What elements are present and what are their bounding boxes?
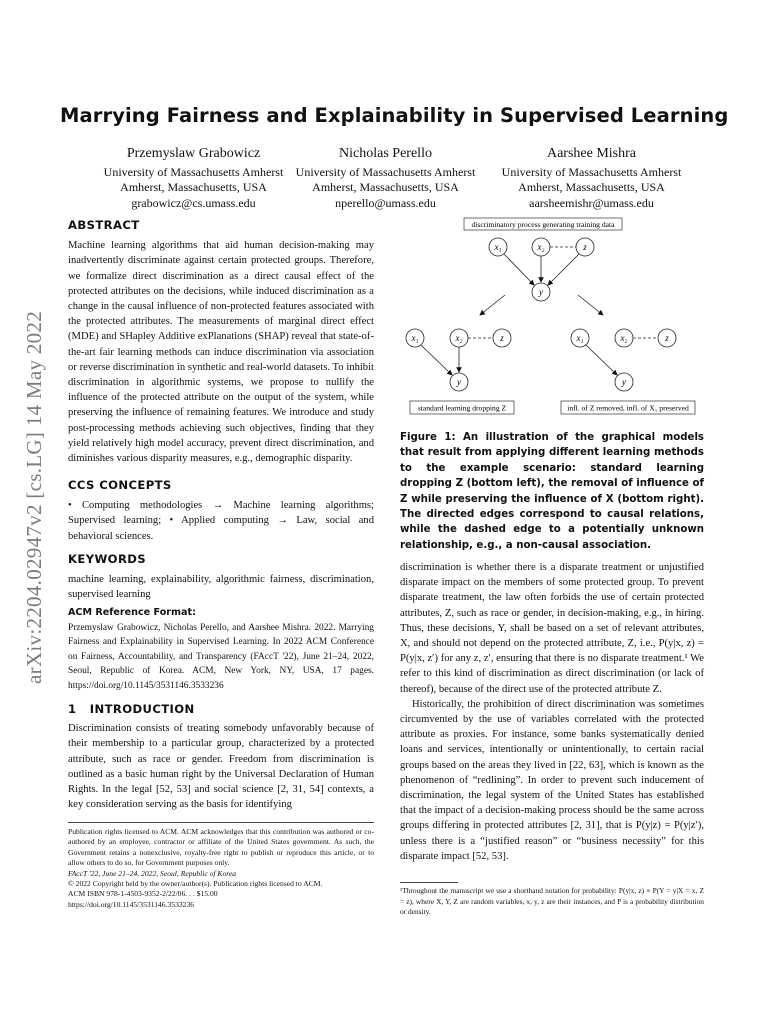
right-model-label: infl. of Z removed, infl. of X₁ preserved bbox=[567, 403, 689, 413]
doi-line: https://doi.org/10.1145/3531146.3533236 bbox=[68, 899, 195, 909]
author-affiliation: University of Massachusetts Amherst bbox=[295, 164, 476, 179]
node-z-label: z bbox=[583, 242, 587, 252]
figure-1-diagram bbox=[400, 212, 704, 422]
introduction-text: Discrimination consists of treating somebody unfavorably because of their membership to a particular group, characterized by a protected attribute, such as race or gender. Freedom from discrimination is outlined as a basic human right by the Universal Declaration of Human Rights. In the legal [52, 53] and social science [2, 31, 54] contexts, a key consideration serving as the basis for identifying bbox=[68, 723, 374, 811]
rights-notice: Publication rights licensed to ACM. ACM acknowledges that this contribution was authored or co-authored by an employee, contractor or affiliate of the United States government. As such, the Government retains a nonexclusive, royalty-free right to publish or reproduce this article, or to allow others to do so, for Government purposes only. bbox=[68, 827, 374, 868]
top-label: discriminatory process generating training data bbox=[471, 220, 615, 229]
acm-reference-text: Przemyslaw Grabowicz, Nicholas Perello, and Aarshee Mishra. 2022. Marrying Fairness and Explainability in Supervised Learning. In 2022 ACM Conference on Fairness, Accountability, and Transparency (FAccT '22), June 21–24, 2022, Seoul, Republic of Korea. ACM, New York, NY, USA, 17 pages. https://doi.org/10.1145/3531146.3533236 bbox=[68, 622, 374, 691]
author-email: aarsheemishr@umass.edu bbox=[529, 195, 654, 210]
author-email: nperello@umass.edu bbox=[335, 195, 436, 210]
publication-footnote bbox=[68, 822, 374, 910]
ccs-text: • Computing methodologies → Machine learning algorithms; Supervised learning; • Applied computing → Law, social and behavioral sciences. bbox=[68, 500, 374, 542]
edge-x1-y bbox=[586, 345, 617, 375]
section-title: INTRODUCTION bbox=[89, 702, 195, 716]
venue-line: FAccT '22, June 21–24, 2022, Seoul, Republic of Korea bbox=[68, 868, 237, 878]
ccs-heading: CCS CONCEPTS bbox=[68, 478, 172, 492]
acm-reference bbox=[68, 606, 374, 694]
footnote-text: ¹Throughout the manuscript we use a shorthand notation for probability: P(y|x, z) ≡ P(Y = y|X = x, Z = z), where X, Y, Z are random variables, x, y, z are their instances, and P is a probability distribution or density. bbox=[400, 886, 704, 917]
node-y-label: y bbox=[622, 377, 626, 387]
node-x2-label: x₂ bbox=[537, 242, 545, 252]
abstract-heading: ABSTRACT bbox=[68, 218, 140, 232]
paragraph: discrimination is whether there is a disparate treatment or unjustified disparate impact on the members of some protected group. To prevent disparate treatment, the law often forbids the use of certain protected attributes, Z, such as race or gender, in decision-making, e.g., in hiring. Thus, these decisions, Y, shall be based on a set of relevant attributes, X, and should not depend on the protected attribute, Z, i.e., P(y|x, z) = P(y|x, z′) for any z, z′, ensuring that there is no disparate treatment.¹ We refer to this kind of discrimination as direct discrimination (or lack of thereof), because of the direct use of the protected attribute Z. bbox=[400, 562, 704, 695]
edge-x1-y bbox=[504, 254, 534, 285]
author-name: Aarshee Mishra bbox=[546, 146, 637, 161]
author-block bbox=[86, 146, 301, 211]
arxiv-stamp: arXiv:2204.02947v2 [cs.LG] 14 May 2022 bbox=[22, 310, 46, 684]
node-z-label: z bbox=[665, 333, 669, 343]
author-name: Nicholas Perello bbox=[339, 146, 432, 161]
edge-x1-y bbox=[421, 345, 452, 375]
author-location: Amherst, Massachusetts, USA bbox=[312, 180, 459, 194]
node-x1-label: x₁ bbox=[411, 333, 419, 343]
author-location: Amherst, Massachusetts, USA bbox=[518, 180, 665, 194]
author-location: Amherst, Massachusetts, USA bbox=[120, 180, 267, 194]
author-block bbox=[484, 146, 699, 211]
footnote-rule bbox=[68, 822, 374, 823]
arrow-to-right-model bbox=[578, 295, 603, 315]
arrow-to-left-model bbox=[480, 295, 505, 315]
acm-reference-heading: ACM Reference Format: bbox=[68, 607, 196, 618]
node-y-label: y bbox=[539, 287, 543, 297]
author-block bbox=[278, 146, 493, 211]
section-number: 1 bbox=[68, 702, 77, 716]
node-x1-label: x₁ bbox=[494, 242, 502, 252]
figure-caption: Figure 1: An illustration of the graphical models that result from applying different learning methods to the example scenario: standard learning dropping Z (bottom left), the removal of influence of Z while preserving the influence of X (bottom right). The directed edges correspond to causal relations, while the dashed edge to a potentially unknown relationship, e.g., a non-causal association. bbox=[400, 432, 704, 551]
right-body bbox=[400, 560, 704, 864]
node-z-label: z bbox=[500, 333, 504, 343]
author-name: Przemyslaw Grabowicz bbox=[126, 146, 261, 161]
keywords-text: machine learning, explainability, algorithmic fairness, discrimination, supervised learning bbox=[68, 574, 374, 601]
paper-title: Marrying Fairness and Explainability in Supervised Learning bbox=[60, 104, 729, 127]
author-email: grabowicz@cs.umass.edu bbox=[131, 195, 256, 210]
isbn-line: ACM ISBN 978-1-4503-9352-2/22/06. . . $15.00 bbox=[68, 889, 218, 899]
author-affiliation: University of Massachusetts Amherst bbox=[501, 164, 682, 179]
node-x2-label: x₂ bbox=[455, 333, 463, 343]
footnote-rule bbox=[400, 882, 458, 883]
abstract-text: Machine learning algorithms that aid human decision-making may inadvertently discriminate against certain protected groups. Therefore, we formalize direct discrimination as a direct causal effect of the protected attributes on the decisions, while induced discrimination as a change in the causal influence of non-protected features associated with the protected attributes. The measurements of marginal direct effect (MDE) and SHapley Additive exPlanations (SHAP) reveal that state-of-the-art fair learning methods can induce discrimination via association or reverse discrimination in synthetic and real-world datasets. To inhibit discrimination in algorithmic systems, we propose to nullify the influence of the protected attribute on the output of the system, while preserving the influence of remaining features. We introduce and study post-processing methods achieving such objectives, finding that they yield relatively high model accuracy, prevent direct discrimination, and diminishes various disparity measures, e.g., demographic disparity. bbox=[68, 240, 374, 465]
paragraph: Historically, the prohibition of direct discrimination was sometimes circumvented by the use of variables correlated with the protected attribute as proxies. For instance, some banks systematically denied loans and services, intentionally or unintentionally, to certain racial groups based on the areas they lived in [22, 63], which is known as the phenomenon of “redlining”. In order to prevent such inducement of discrimination, the legal system of the United States has established that the impact of a decision-making process should be the same across groups differing in protected attributes [2, 31], that is P(y|z) = P(y|z′), unless there is a “justified reason” or “business necessity” for this disparate impact [52, 53]. bbox=[400, 698, 704, 862]
introduction-section bbox=[68, 702, 374, 812]
node-y-label: y bbox=[457, 377, 461, 387]
introduction-heading bbox=[68, 702, 374, 717]
notation-footnote bbox=[400, 882, 704, 918]
node-x1-label: x₁ bbox=[576, 333, 584, 343]
edge-z-y bbox=[548, 254, 579, 285]
left-model-label: standard learning dropping Z bbox=[417, 403, 507, 413]
abstract-section bbox=[68, 218, 374, 466]
author-affiliation: University of Massachusetts Amherst bbox=[103, 164, 284, 179]
ccs-section bbox=[68, 478, 374, 544]
keywords-section bbox=[68, 552, 374, 603]
copyright-line: © 2022 Copyright held by the owner/author(s). Publication rights licensed to ACM. bbox=[68, 879, 323, 889]
keywords-heading: KEYWORDS bbox=[68, 552, 147, 566]
node-x2-label: x₂ bbox=[620, 333, 628, 343]
